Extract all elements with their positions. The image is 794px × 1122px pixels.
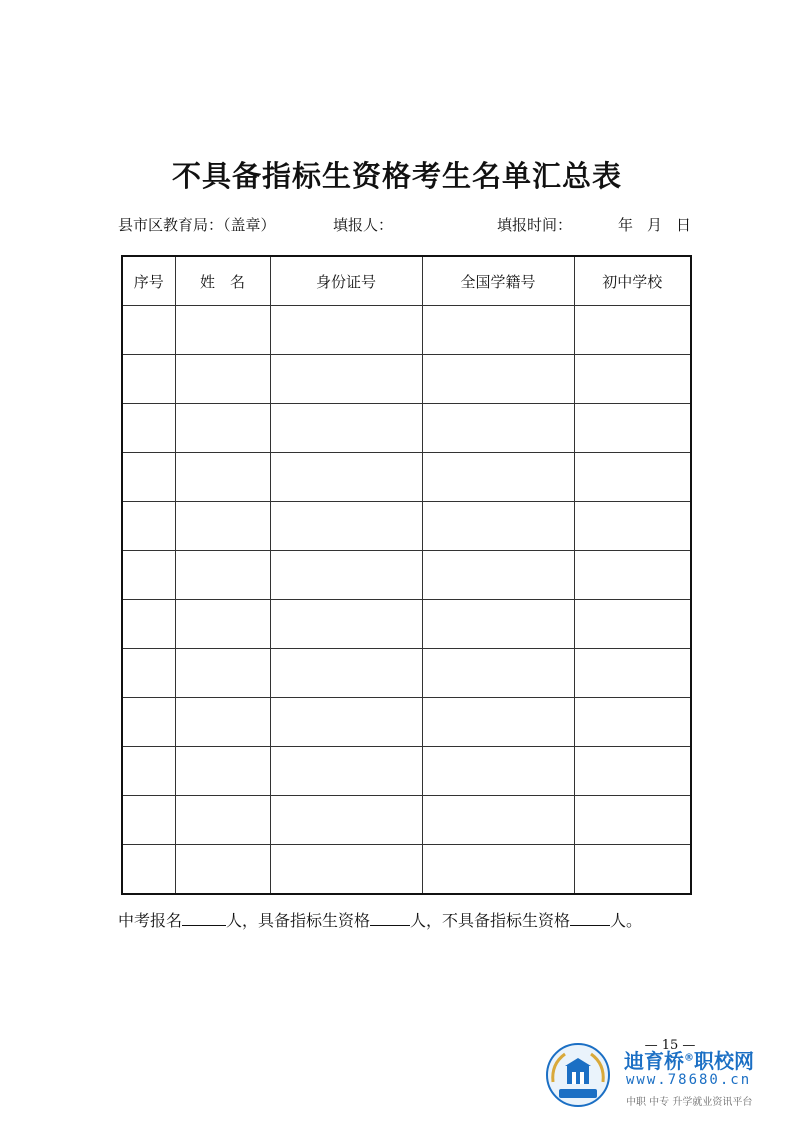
cell-id-number[interactable] xyxy=(270,600,422,649)
dept-label: 县市区教育局：（盖章） xyxy=(118,216,276,234)
cell-junior-school[interactable] xyxy=(574,600,691,649)
cell-name[interactable] xyxy=(175,600,270,649)
cell-id-number[interactable] xyxy=(270,551,422,600)
watermark-brand xyxy=(624,1045,754,1074)
table-row xyxy=(122,747,691,796)
cell-name[interactable] xyxy=(175,796,270,845)
cell-junior-school[interactable] xyxy=(574,698,691,747)
report-time-label: 填报时间： xyxy=(497,216,573,234)
date-day: 日 xyxy=(676,216,692,234)
table-row xyxy=(122,453,691,502)
watermark-url: www.78680.cn xyxy=(626,1072,752,1088)
cell-student-number[interactable] xyxy=(422,306,574,355)
table-row xyxy=(122,649,691,698)
cell-id-number[interactable] xyxy=(270,502,422,551)
qualified-count-blank[interactable] xyxy=(370,911,410,926)
cell-junior-school[interactable] xyxy=(574,453,691,502)
watermark-tagline: 中职 中专 升学就业资讯平台 xyxy=(626,1097,753,1108)
cell-junior-school[interactable] xyxy=(574,796,691,845)
cell-name[interactable] xyxy=(175,502,270,551)
cell-student-number[interactable] xyxy=(422,796,574,845)
cell-junior-school[interactable] xyxy=(574,404,691,453)
cell-junior-school[interactable] xyxy=(574,502,691,551)
summary-line xyxy=(118,908,642,931)
roster-table xyxy=(121,255,692,895)
brand-registered-mark: ® xyxy=(684,1052,694,1064)
table-row xyxy=(122,551,691,600)
cell-junior-school[interactable] xyxy=(574,355,691,404)
summary-end: 人。 xyxy=(610,911,643,930)
cell-index[interactable] xyxy=(122,698,175,747)
header-student-number: 全国学籍号 xyxy=(422,256,574,306)
cell-student-number[interactable] xyxy=(422,453,574,502)
cell-index[interactable] xyxy=(122,306,175,355)
table-row xyxy=(122,502,691,551)
cell-student-number[interactable] xyxy=(422,355,574,404)
table-row xyxy=(122,600,691,649)
cell-index[interactable] xyxy=(122,649,175,698)
cell-index[interactable] xyxy=(122,404,175,453)
table-header-row xyxy=(122,256,691,306)
table-row xyxy=(122,404,691,453)
cell-id-number[interactable] xyxy=(270,845,422,895)
cell-student-number[interactable] xyxy=(422,404,574,453)
cell-id-number[interactable] xyxy=(270,404,422,453)
cell-junior-school[interactable] xyxy=(574,747,691,796)
cell-id-number[interactable] xyxy=(270,747,422,796)
cell-index[interactable] xyxy=(122,355,175,404)
report-date xyxy=(618,214,705,235)
watermark-logo-icon xyxy=(545,1042,611,1108)
cell-index[interactable] xyxy=(122,600,175,649)
cell-student-number[interactable] xyxy=(422,845,574,895)
cell-id-number[interactable] xyxy=(270,649,422,698)
page-title: 不具备指标生资格考生名单汇总表 xyxy=(171,159,622,193)
cell-student-number[interactable] xyxy=(422,551,574,600)
cell-junior-school[interactable] xyxy=(574,845,691,895)
header-index: 序号 xyxy=(122,256,175,306)
summary-qualified-label: 人，具备指标生资格 xyxy=(226,911,371,930)
table-row xyxy=(122,355,691,404)
cell-index[interactable] xyxy=(122,551,175,600)
cell-student-number[interactable] xyxy=(422,698,574,747)
cell-index[interactable] xyxy=(122,502,175,551)
reporter-label: 填报人： xyxy=(333,216,394,234)
table-row xyxy=(122,698,691,747)
cell-id-number[interactable] xyxy=(270,453,422,502)
cell-name[interactable] xyxy=(175,453,270,502)
cell-name[interactable] xyxy=(175,649,270,698)
cell-name[interactable] xyxy=(175,355,270,404)
cell-name[interactable] xyxy=(175,551,270,600)
registered-count-blank[interactable] xyxy=(182,911,226,926)
cell-junior-school[interactable] xyxy=(574,306,691,355)
header-name: 姓 名 xyxy=(175,256,270,306)
cell-student-number[interactable] xyxy=(422,600,574,649)
header-id-number: 身份证号 xyxy=(270,256,422,306)
unqualified-count-blank[interactable] xyxy=(570,911,610,926)
cell-index[interactable] xyxy=(122,845,175,895)
cell-name[interactable] xyxy=(175,306,270,355)
cell-junior-school[interactable] xyxy=(574,551,691,600)
cell-id-number[interactable] xyxy=(270,306,422,355)
cell-index[interactable] xyxy=(122,453,175,502)
date-year: 年 xyxy=(618,216,634,234)
table-row xyxy=(122,306,691,355)
cell-student-number[interactable] xyxy=(422,502,574,551)
table-row xyxy=(122,796,691,845)
date-month: 月 xyxy=(647,216,663,234)
cell-index[interactable] xyxy=(122,796,175,845)
cell-id-number[interactable] xyxy=(270,698,422,747)
cell-index[interactable] xyxy=(122,747,175,796)
cell-id-number[interactable] xyxy=(270,796,422,845)
brand-name: 迪育桥 xyxy=(624,1049,684,1073)
cell-name[interactable] xyxy=(175,698,270,747)
cell-id-number[interactable] xyxy=(270,355,422,404)
page-number: — 15 — xyxy=(644,1038,696,1053)
cell-student-number[interactable] xyxy=(422,649,574,698)
header-junior-school: 初中学校 xyxy=(574,256,691,306)
cell-student-number[interactable] xyxy=(422,747,574,796)
table-row xyxy=(122,845,691,895)
cell-name[interactable] xyxy=(175,404,270,453)
summary-registered-label: 中考报名 xyxy=(118,911,183,930)
cell-name[interactable] xyxy=(175,747,270,796)
summary-unqualified-label: 人，不具备指标生资格 xyxy=(410,911,571,930)
brand-suffix: 职校网 xyxy=(694,1049,754,1073)
cell-name[interactable] xyxy=(175,845,270,895)
cell-junior-school[interactable] xyxy=(574,649,691,698)
